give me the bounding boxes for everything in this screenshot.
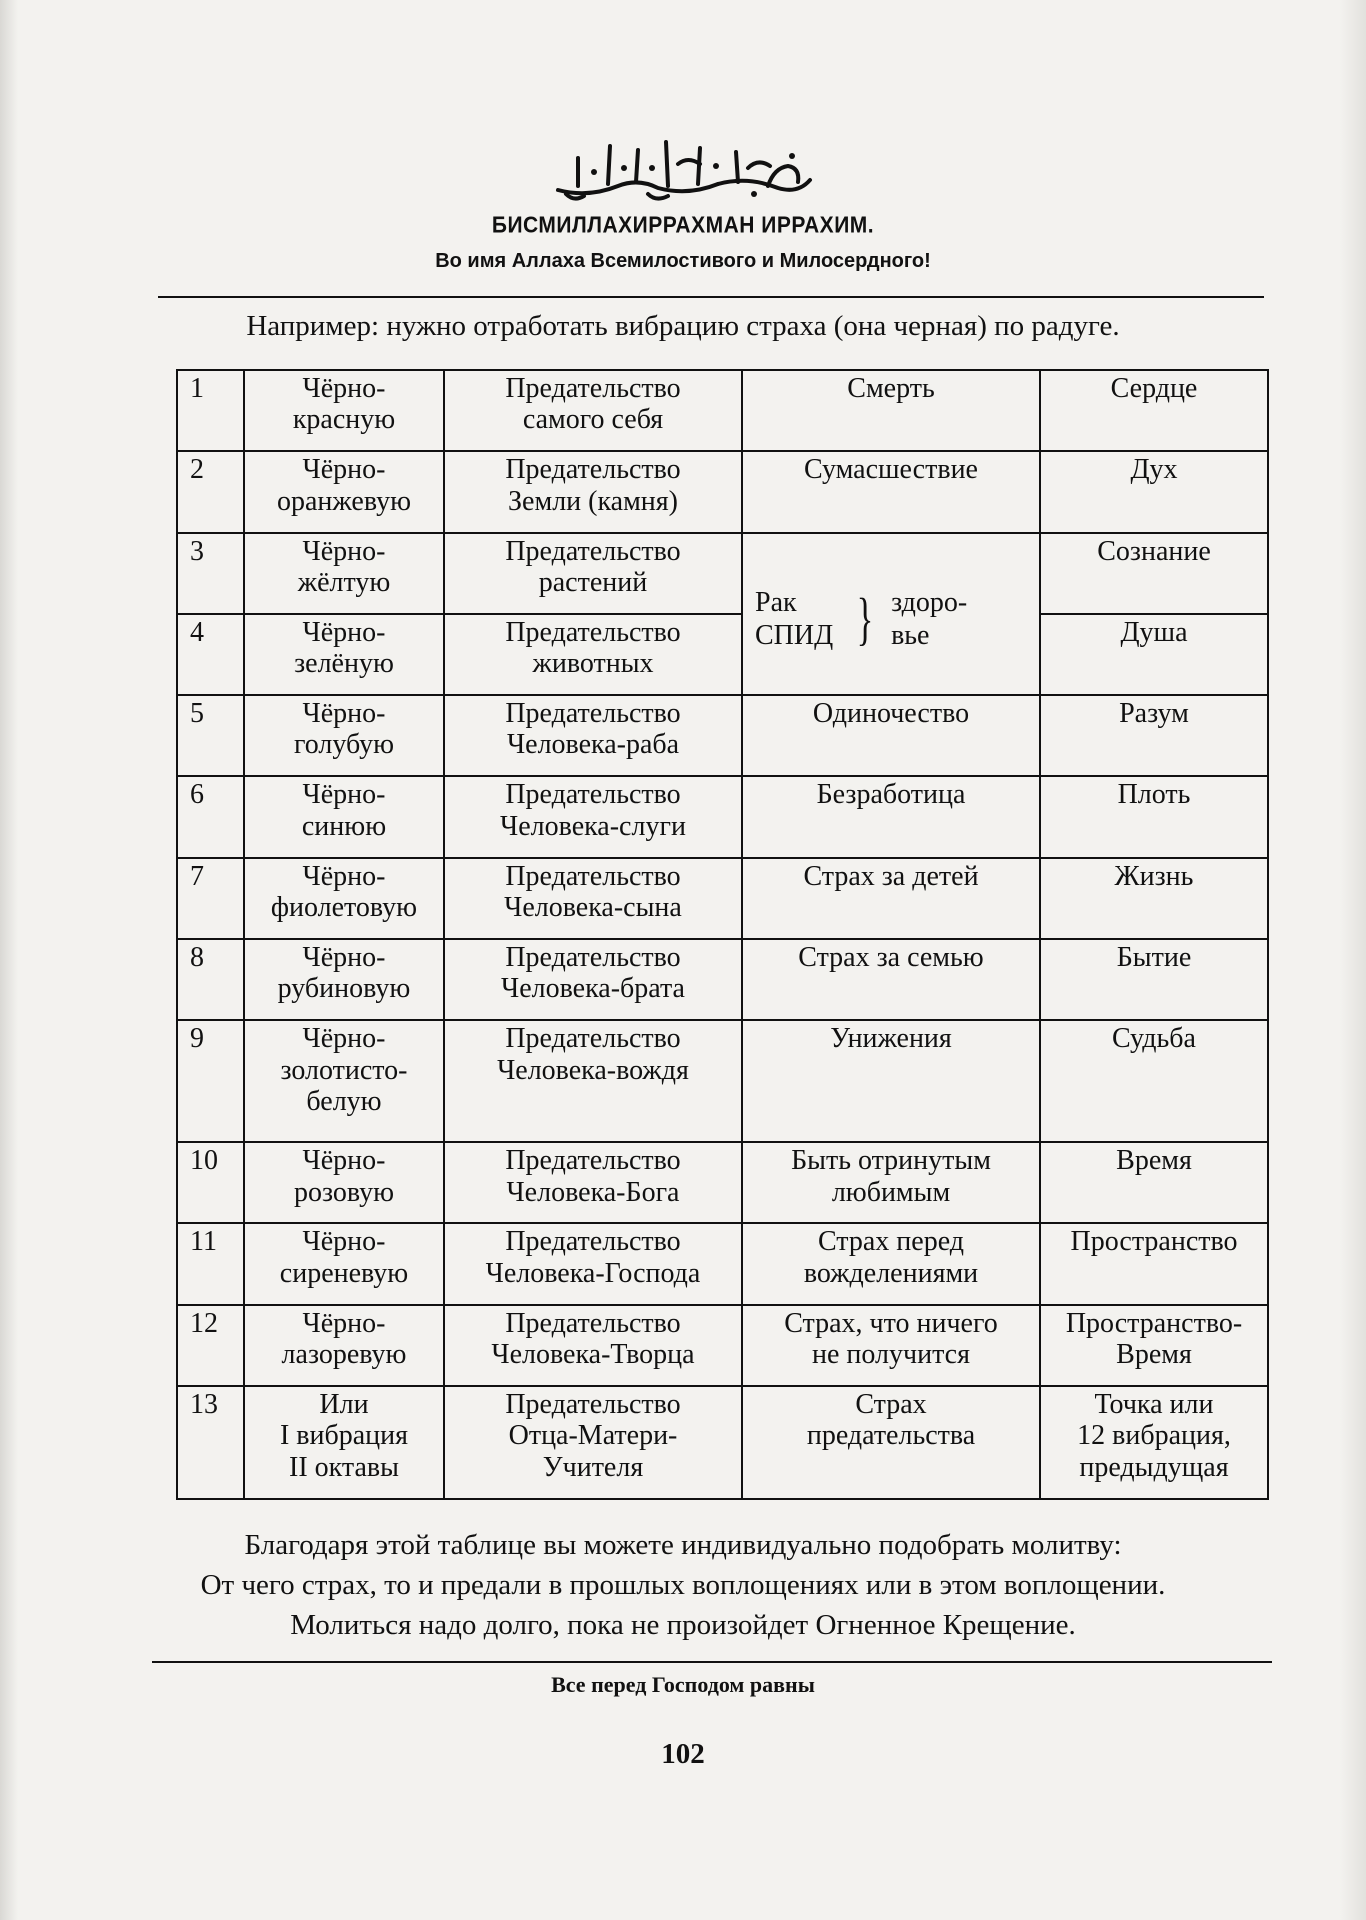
cell-line: рубиновую bbox=[277, 973, 411, 1005]
cell-line: Быть отринутым bbox=[791, 1145, 991, 1177]
cell-line: Человека-сына bbox=[504, 892, 682, 924]
color-cell bbox=[244, 1223, 444, 1304]
cell-line: СПИД bbox=[755, 619, 834, 651]
row-number: 9 bbox=[177, 1020, 244, 1142]
color-cell bbox=[244, 695, 444, 776]
cell-line: Отца-Матери- bbox=[508, 1420, 678, 1452]
cell-line: Сумасшествие bbox=[804, 454, 978, 486]
table-row bbox=[177, 858, 1268, 939]
cell-line: Предательство bbox=[505, 1307, 681, 1339]
betrayal-cell bbox=[444, 451, 742, 532]
color-cell bbox=[244, 1020, 444, 1142]
cell-line: животных bbox=[532, 648, 654, 680]
cell-line: золотисто- bbox=[280, 1054, 408, 1086]
cell-line: Чёрно- bbox=[302, 941, 386, 973]
cell-line: Предательство bbox=[505, 941, 681, 973]
cell-line: не получится bbox=[812, 1339, 970, 1371]
health-label bbox=[891, 586, 967, 652]
aspect-cell bbox=[1040, 451, 1268, 532]
cell-line: I вибрация bbox=[279, 1420, 409, 1452]
fear-cell bbox=[742, 1305, 1040, 1386]
aspect-cell bbox=[1040, 1142, 1268, 1223]
row-number: 1 bbox=[177, 370, 244, 451]
cell-line: Земли (камня) bbox=[508, 485, 678, 517]
cell-line: Страх bbox=[855, 1389, 927, 1421]
cell-line: оранжевую bbox=[277, 485, 411, 517]
cell-line: Предательство bbox=[505, 698, 681, 730]
cell-line: фиолетовую bbox=[270, 892, 418, 924]
cell-line: Одиночество bbox=[812, 698, 970, 730]
aspect-cell bbox=[1040, 533, 1268, 614]
header-subtitle: Во имя Аллаха Всемилостивого и Милосердного! bbox=[435, 250, 931, 272]
aspect-cell bbox=[1040, 370, 1268, 451]
cell-line: белую bbox=[306, 1085, 382, 1117]
cell-line: Человека-раба bbox=[506, 729, 680, 761]
betrayal-cell bbox=[444, 370, 742, 451]
brace-symbol: } bbox=[856, 585, 874, 651]
row-number: 3 bbox=[177, 533, 244, 614]
row-number: 10 bbox=[177, 1142, 244, 1223]
betrayal-cell bbox=[444, 776, 742, 857]
footer-motto: Все перед Господом равны bbox=[551, 1672, 815, 1697]
cell-line: Сознание bbox=[1097, 535, 1211, 567]
cell-line: вье bbox=[891, 619, 930, 651]
betrayal-cell bbox=[444, 1020, 742, 1142]
fear-cell bbox=[742, 1386, 1040, 1499]
cell-line: Чёрно- bbox=[302, 616, 386, 648]
cell-line: предательства bbox=[806, 1420, 976, 1452]
betrayal-cell bbox=[444, 939, 742, 1020]
row-number: 13 bbox=[177, 1386, 244, 1499]
cell-line: Предательство bbox=[505, 1226, 681, 1258]
row-number: 5 bbox=[177, 695, 244, 776]
betrayal-cell bbox=[444, 1142, 742, 1223]
cell-line: Человека-слуги bbox=[500, 810, 686, 842]
page-number: 102 bbox=[661, 1738, 705, 1770]
cell-line: здоро- bbox=[891, 586, 968, 618]
cell-line: Предательство bbox=[505, 1023, 681, 1055]
aspect-cell bbox=[1040, 776, 1268, 857]
cell-line: Страх, что ничего bbox=[784, 1307, 998, 1339]
cell-line: Пространство bbox=[1070, 1226, 1238, 1258]
cell-line: Безработица bbox=[816, 779, 966, 811]
fear-cell bbox=[742, 1223, 1040, 1304]
basmala-calligraphy bbox=[548, 128, 818, 208]
betrayal-cell bbox=[444, 1305, 742, 1386]
cell-line: вожделениями bbox=[803, 1257, 979, 1289]
cell-line: Предательство bbox=[505, 1145, 681, 1177]
betrayal-cell bbox=[444, 858, 742, 939]
cell-line: Человека-Бога bbox=[506, 1176, 680, 1208]
aspect-cell bbox=[1040, 1305, 1268, 1386]
header-divider bbox=[158, 296, 1264, 298]
table-row bbox=[177, 1020, 1268, 1142]
betrayal-cell bbox=[444, 1223, 742, 1304]
cell-line: розовую bbox=[293, 1176, 395, 1208]
footer-divider bbox=[152, 1661, 1272, 1663]
table-row bbox=[177, 1223, 1268, 1304]
cell-line: Страх за семью bbox=[798, 941, 984, 973]
row-number: 4 bbox=[177, 614, 244, 695]
cell-line: Предательство bbox=[505, 779, 681, 811]
table-row bbox=[177, 451, 1268, 532]
table-row bbox=[177, 370, 1268, 451]
fear-cell-merged bbox=[742, 533, 1040, 696]
intro-text: Например: нужно отработать вибрацию страха (она черная) по радуге. bbox=[246, 310, 1120, 342]
fear-cell bbox=[742, 451, 1040, 532]
cell-line: Чёрно- bbox=[302, 698, 386, 730]
footnote-line: От чего страх, то и предали в прошлых воплощениях или в этом воплощении. bbox=[200, 1569, 1166, 1601]
cell-line: синюю bbox=[301, 810, 387, 842]
color-cell bbox=[244, 533, 444, 614]
cell-line: Дух bbox=[1130, 454, 1178, 486]
cell-line: Предательство bbox=[505, 535, 681, 567]
fear-cell bbox=[742, 1142, 1040, 1223]
cell-line: 12 вибрация, bbox=[1077, 1420, 1231, 1452]
fear-cell bbox=[742, 858, 1040, 939]
cell-line: Чёрно- bbox=[302, 1023, 386, 1055]
cell-line: Пространство- bbox=[1065, 1307, 1243, 1339]
row-number: 8 bbox=[177, 939, 244, 1020]
betrayal-cell bbox=[444, 614, 742, 695]
fear-cell bbox=[742, 695, 1040, 776]
fear-cell bbox=[742, 370, 1040, 451]
cell-line: Чёрно- bbox=[302, 373, 386, 404]
betrayal-cell bbox=[444, 533, 742, 614]
cell-line: Плоть bbox=[1117, 779, 1191, 811]
aspect-cell bbox=[1040, 939, 1268, 1020]
aspect-cell bbox=[1040, 1386, 1268, 1499]
cell-line: сиреневую bbox=[279, 1257, 409, 1289]
cell-line: Жизнь bbox=[1114, 860, 1194, 892]
cell-line: Человека-Творца bbox=[491, 1339, 695, 1371]
row-number: 7 bbox=[177, 858, 244, 939]
color-cell bbox=[244, 1142, 444, 1223]
table-row bbox=[177, 695, 1268, 776]
row-number: 6 bbox=[177, 776, 244, 857]
cell-line: зелёную bbox=[294, 648, 394, 680]
cell-line: Человека-Господа bbox=[485, 1257, 701, 1289]
aspect-cell bbox=[1040, 614, 1268, 695]
fear-cell bbox=[742, 939, 1040, 1020]
row-number: 11 bbox=[177, 1223, 244, 1304]
color-cell bbox=[244, 614, 444, 695]
table-row bbox=[177, 939, 1268, 1020]
table-row bbox=[177, 776, 1268, 857]
color-cell bbox=[244, 858, 444, 939]
cell-line: Время bbox=[1116, 1145, 1192, 1177]
cell-line: Чёрно- bbox=[302, 779, 386, 811]
footnote-line: Молиться надо долго, пока не произойдет Огненное Крещение. bbox=[290, 1609, 1076, 1641]
cell-line: голубую bbox=[293, 729, 395, 761]
footnote-line: Благодаря этой таблице вы можете индивидуально подобрать молитву: bbox=[244, 1529, 1122, 1561]
cell-line: Предательство bbox=[505, 454, 681, 486]
table-row bbox=[177, 1142, 1268, 1223]
aspect-cell bbox=[1040, 1223, 1268, 1304]
cell-line: Рак bbox=[755, 586, 797, 618]
cell-line: Душа bbox=[1120, 616, 1188, 648]
cell-line: Или bbox=[319, 1389, 369, 1421]
cell-line: предыдущая bbox=[1079, 1451, 1229, 1483]
cell-line: Человека-брата bbox=[501, 973, 685, 1005]
cell-line: Чёрно- bbox=[302, 454, 386, 486]
color-cell bbox=[244, 776, 444, 857]
cell-line: растений bbox=[538, 566, 648, 598]
illness-list bbox=[755, 586, 833, 652]
betrayal-cell bbox=[444, 695, 742, 776]
color-cell bbox=[244, 1386, 444, 1499]
color-cell bbox=[244, 939, 444, 1020]
cell-line: Предательство bbox=[505, 373, 681, 404]
cell-line: Предательство bbox=[505, 1389, 681, 1421]
cell-line: лазоревую bbox=[281, 1339, 407, 1371]
aspect-cell bbox=[1040, 858, 1268, 939]
cell-line: Чёрно- bbox=[302, 1145, 386, 1177]
aspect-cell bbox=[1040, 1020, 1268, 1142]
cell-line: Чёрно- bbox=[302, 860, 386, 892]
header-title: БИСМИЛЛАХИРРАХМАН ИРРАХИМ. bbox=[491, 212, 875, 239]
cell-line: жёлтую bbox=[297, 566, 391, 598]
row-number: 2 bbox=[177, 451, 244, 532]
cell-line: Судьба bbox=[1112, 1023, 1196, 1055]
betrayal-cell bbox=[444, 1386, 742, 1499]
cell-line: Учителя bbox=[542, 1451, 644, 1483]
vibration-table bbox=[176, 369, 1269, 1500]
cell-line: Чёрно- bbox=[302, 1226, 386, 1258]
cell-line: Предательство bbox=[505, 860, 681, 892]
aspect-cell bbox=[1040, 695, 1268, 776]
cell-line: Унижения bbox=[830, 1023, 952, 1055]
color-cell bbox=[244, 451, 444, 532]
fear-cell bbox=[742, 1020, 1040, 1142]
cell-line: Чёрно- bbox=[302, 535, 386, 567]
table-row bbox=[177, 614, 1268, 695]
cell-line: Страх перед bbox=[817, 1226, 965, 1258]
cell-line: самого себя bbox=[522, 404, 664, 436]
cell-line: Точка или bbox=[1094, 1389, 1214, 1421]
color-cell bbox=[244, 1305, 444, 1386]
merged-illness-block bbox=[755, 586, 1031, 652]
table-row bbox=[177, 533, 1268, 614]
cell-line: красную bbox=[292, 404, 396, 436]
table-row bbox=[177, 1305, 1268, 1386]
fear-cell bbox=[742, 776, 1040, 857]
cell-line: Человека-вождя bbox=[497, 1054, 689, 1086]
cell-line: Бытие bbox=[1116, 941, 1192, 973]
cell-line: Смерть bbox=[847, 373, 935, 404]
cell-line: Сердце bbox=[1110, 373, 1198, 404]
row-number: 12 bbox=[177, 1305, 244, 1386]
cell-line: Страх за детей bbox=[803, 860, 979, 892]
cell-line: Чёрно- bbox=[302, 1307, 386, 1339]
color-cell bbox=[244, 370, 444, 451]
table-row bbox=[177, 1386, 1268, 1499]
cell-line: Предательство bbox=[505, 616, 681, 648]
cell-line: любимым bbox=[831, 1176, 951, 1208]
cell-line: II октавы bbox=[289, 1451, 399, 1483]
cell-line: Разум bbox=[1119, 698, 1189, 730]
cell-line: Время bbox=[1116, 1339, 1192, 1371]
